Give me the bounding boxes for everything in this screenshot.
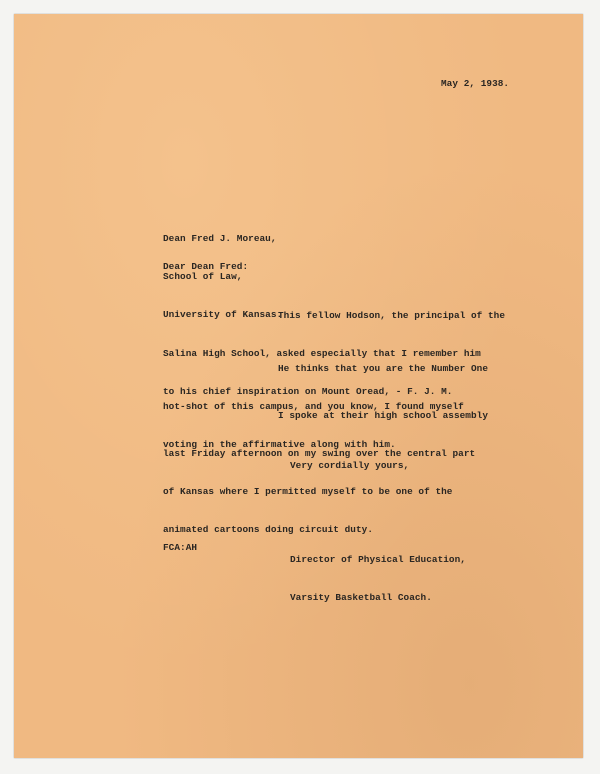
paragraph-line: last Friday afternoon on my swing over the central part: [163, 447, 476, 459]
paragraph-line: to his chief inspiration on Mount Oread, - F. J. M.: [163, 385, 453, 397]
paragraph-line: hot-shot of this campus, and you know, I found myself: [163, 400, 464, 412]
closing: Very cordially yours,: [290, 460, 410, 471]
letter-page: [14, 14, 583, 758]
paragraph-line: He thinks that you are the Number One: [278, 363, 489, 375]
signature-block: [290, 529, 466, 630]
paragraph-line: animated cartoons doing circuit duty.: [163, 523, 374, 535]
salutation: Dear Dean Fred:: [163, 261, 249, 272]
paragraph-line: of Kansas where I permitted myself to be one of the: [163, 485, 453, 497]
paragraph-line: voting in the affirmative along with him.: [163, 438, 396, 450]
recipient-line: Dean Fred J. Moreau,: [163, 233, 277, 245]
typist-initials: FCA:AH: [163, 542, 198, 553]
recipient-line: School of Law,: [163, 270, 243, 282]
paragraph-line: Salina High School, asked especially that I remember him: [163, 347, 481, 359]
paragraph-line: I spoke at their high school assembly: [278, 410, 489, 422]
signature-title: Varsity Basketball Coach.: [290, 591, 432, 603]
recipient-line: University of Kansas.: [163, 308, 283, 320]
letter-date: May 2, 1938.: [441, 78, 510, 89]
paragraph-line: This fellow Hodson, the principal of the: [278, 310, 506, 322]
signature-title: Director of Physical Education,: [290, 554, 466, 566]
